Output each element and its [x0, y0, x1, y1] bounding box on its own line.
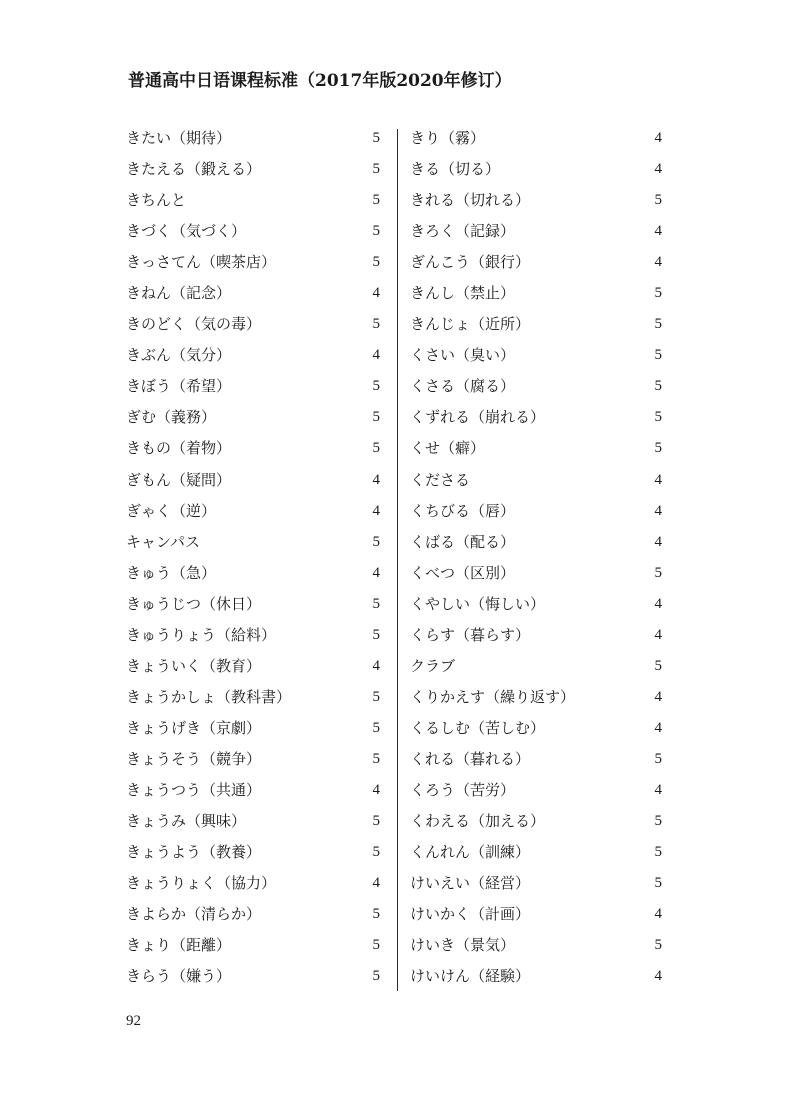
level-left: 4: [372, 875, 380, 892]
vocab-table: [126, 123, 666, 992]
level-right: 5: [654, 316, 662, 333]
level-left: 5: [372, 440, 380, 457]
vocab-word-left: きゅうりょう（給料）: [126, 625, 277, 644]
vocab-word-left: きのどく（気の毒）: [126, 315, 262, 334]
vocab-word-right: きんじょ（近所）: [410, 315, 531, 334]
vocab-word-left: きょうりょく（協力）: [126, 874, 277, 893]
table-row: [126, 465, 666, 496]
vocab-word-right: けいけん（経験）: [410, 967, 531, 986]
table-row: [126, 309, 666, 340]
level-right: 5: [654, 844, 662, 861]
level-left: 5: [372, 595, 380, 612]
level-right: 4: [654, 254, 662, 271]
vocab-word-right: くばる（配る）: [410, 532, 516, 551]
level-left: 4: [372, 502, 380, 519]
level-right: 4: [654, 626, 662, 643]
vocab-word-right: くれる（暮れる）: [410, 749, 531, 768]
level-right: 4: [654, 130, 662, 146]
vocab-word-left: きねん（記念）: [126, 284, 232, 303]
vocab-word-right: くんれん（訓練）: [410, 843, 531, 862]
level-right: 4: [654, 595, 662, 612]
level-right: 4: [654, 223, 662, 240]
vocab-word-right: きんし（禁止）: [410, 284, 516, 303]
vocab-word-right: くちびる（唇）: [410, 501, 516, 520]
level-left: 5: [372, 750, 380, 767]
level-left: 5: [372, 844, 380, 861]
table-row: [126, 154, 666, 185]
table-row: [126, 930, 666, 961]
level-left: 5: [372, 223, 380, 240]
level-left: 5: [372, 192, 380, 209]
level-left: 5: [372, 719, 380, 736]
level-left: 4: [372, 781, 380, 798]
level-left: 4: [372, 347, 380, 364]
level-right: 4: [654, 471, 662, 488]
level-left: 4: [372, 564, 380, 581]
vocab-word-left: ぎゃく（逆）: [126, 501, 217, 520]
level-left: 4: [372, 657, 380, 674]
level-right: 5: [654, 657, 662, 674]
vocab-word-left: きょうよう（教養）: [126, 843, 262, 862]
vocab-word-left: ぎむ（義務）: [126, 408, 217, 427]
level-left: 5: [372, 161, 380, 178]
vocab-word-right: くわえる（加える）: [410, 812, 546, 831]
vocab-word-left: きゅうじつ（休日）: [126, 594, 262, 613]
table-row: [126, 651, 666, 682]
table-row: [126, 961, 666, 992]
level-right: 4: [654, 719, 662, 736]
vocab-word-left: きょうげき（京劇）: [126, 718, 262, 737]
vocab-word-right: くやしい（悔しい）: [410, 594, 546, 613]
vocab-word-right: けいき（景気）: [410, 936, 516, 955]
vocab-word-right: くべつ（区別）: [410, 563, 516, 582]
table-row: [126, 899, 666, 930]
level-right: 4: [654, 688, 662, 705]
vocab-word-left: きづく（気づく）: [126, 222, 247, 241]
vocab-word-right: きろく（記録）: [410, 222, 516, 241]
table-row: [126, 744, 666, 775]
table-row: [126, 620, 666, 651]
table-row: [126, 558, 666, 589]
level-left: 5: [372, 813, 380, 830]
table-row: [126, 278, 666, 309]
vocab-word-right: くせ（癖）: [410, 439, 486, 458]
vocab-word-left: きゅう（急）: [126, 563, 217, 582]
vocab-word-right: くさる（腐る）: [410, 377, 516, 396]
vocab-word-right: くずれる（崩れる）: [410, 408, 546, 427]
vocab-word-right: くらす（暮らす）: [410, 625, 531, 644]
table-row: [126, 868, 666, 899]
level-right: 5: [654, 378, 662, 395]
vocab-word-right: くださる: [410, 470, 471, 489]
level-left: 4: [372, 471, 380, 488]
level-left: 5: [372, 378, 380, 395]
level-right: 5: [654, 813, 662, 830]
level-right: 4: [654, 533, 662, 550]
vocab-word-right: くろう（苦労）: [410, 780, 516, 799]
vocab-word-right: きれる（切れる）: [410, 191, 531, 210]
level-left: 5: [372, 533, 380, 550]
vocab-word-right: けいえい（経営）: [410, 874, 531, 893]
level-right: 5: [654, 440, 662, 457]
table-row: [126, 496, 666, 527]
table-row: [126, 402, 666, 433]
level-right: 4: [654, 968, 662, 985]
level-left: 5: [372, 254, 380, 271]
table-row: [126, 682, 666, 713]
level-left: 5: [372, 130, 380, 146]
level-right: 5: [654, 937, 662, 954]
table-row: [126, 837, 666, 868]
vocab-word-left: ぎもん（疑問）: [126, 470, 232, 489]
level-right: 5: [654, 347, 662, 364]
table-row: [126, 185, 666, 216]
level-right: 5: [654, 564, 662, 581]
level-left: 5: [372, 316, 380, 333]
table-row: [126, 123, 666, 154]
table-row: [126, 713, 666, 744]
page-number: 92: [126, 1013, 141, 1029]
level-right: 5: [654, 875, 662, 892]
page-title: 普通高中日语课程标准（2017年版2020年修订）: [128, 71, 512, 91]
level-left: 5: [372, 968, 380, 985]
level-left: 5: [372, 409, 380, 426]
vocab-word-left: きょうそう（競争）: [126, 749, 262, 768]
vocab-word-left: きぶん（気分）: [126, 346, 232, 365]
level-left: 5: [372, 688, 380, 705]
table-row: [126, 527, 666, 558]
vocab-word-left: きらう（嫌う）: [126, 967, 232, 986]
level-right: 4: [654, 781, 662, 798]
vocab-word-left: きょうかしょ（教科書）: [126, 687, 292, 706]
vocab-word-left: きぼう（希望）: [126, 377, 232, 396]
vocab-word-left: きょういく（教育）: [126, 656, 262, 675]
vocab-word-left: きょうつう（共通）: [126, 780, 262, 799]
table-row: [126, 806, 666, 837]
vocab-word-left: きたえる（鍛える）: [126, 160, 262, 179]
table-row: [126, 775, 666, 806]
vocab-word-right: クラブ: [410, 656, 456, 675]
vocab-word-left: きもの（着物）: [126, 439, 232, 458]
level-right: 4: [654, 906, 662, 923]
level-left: 5: [372, 626, 380, 643]
vocab-word-right: くさい（臭い）: [410, 346, 516, 365]
vocab-word-left: きよらか（清らか）: [126, 905, 262, 924]
level-right: 5: [654, 285, 662, 302]
vocab-word-right: ぎんこう（銀行）: [410, 253, 531, 272]
level-left: 5: [372, 906, 380, 923]
vocab-word-left: きょうみ（興味）: [126, 812, 247, 831]
table-row: [126, 589, 666, 620]
vocab-word-right: けいかく（計画）: [410, 905, 531, 924]
level-right: 5: [654, 750, 662, 767]
vocab-word-left: きょり（距離）: [126, 936, 232, 955]
vocab-word-right: きり（霧）: [410, 129, 486, 147]
table-row: [126, 247, 666, 278]
level-left: 5: [372, 937, 380, 954]
level-right: 4: [654, 502, 662, 519]
level-left: 4: [372, 285, 380, 302]
vocab-word-left: きっさてん（喫茶店）: [126, 253, 277, 272]
vocab-word-left: きたい（期待）: [126, 129, 232, 147]
vocab-word-right: くるしむ（苦しむ）: [410, 718, 546, 737]
table-row: [126, 371, 666, 402]
vocab-word-right: きる（切る）: [410, 160, 501, 179]
vocab-word-left: キャンパス: [126, 532, 200, 551]
level-right: 4: [654, 161, 662, 178]
table-row: [126, 216, 666, 247]
vocab-word-left: きちんと: [126, 191, 187, 210]
table-row: [126, 340, 666, 371]
level-right: 5: [654, 409, 662, 426]
vocab-word-right: くりかえす（繰り返す）: [410, 687, 576, 706]
table-row: [126, 433, 666, 464]
level-right: 5: [654, 192, 662, 209]
